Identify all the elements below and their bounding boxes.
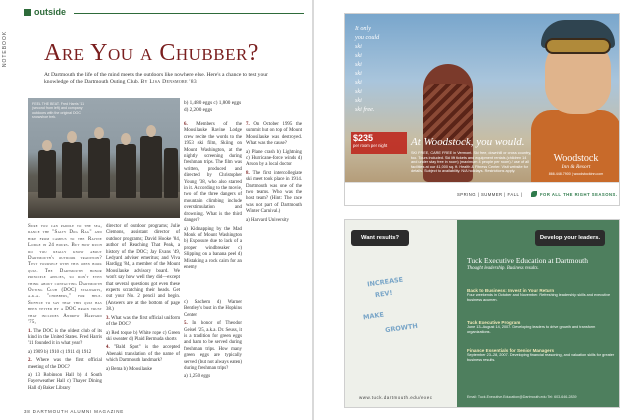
leaf-icon bbox=[531, 191, 537, 197]
program-item bbox=[467, 288, 617, 303]
question-8: The first intercollegiate ski meet took place in 1914. Dartmouth was one of the two teams. Who was the host team? (Hint: The race was not part of Dartmouth Winter Carnival.) bbox=[246, 170, 302, 215]
question-7-8-column: 7. On October 1995 the summit hut on top of Mount Moosilauke was destroyed. What was the cause? a) Plane crash b) Lightning c) Hurricane-force winds d) Arson by a local doctor 8. The first intercollegiate ski meet took place in 1914. Dartmouth was one of the two teams. Who was the host team? (Hint: The race was not part of Dartmouth Winter Carnival.) a) Harvard University bbox=[246, 122, 302, 223]
goggles-icon bbox=[545, 38, 611, 54]
page-footer: 38 DARTMOUTH ALUMNI MAGAZINE bbox=[24, 409, 125, 414]
tagline-line: ski bbox=[355, 88, 362, 95]
photo-figure bbox=[164, 148, 178, 198]
photo-figure-head bbox=[94, 127, 104, 139]
seasons-tagline bbox=[540, 192, 617, 197]
vertical-label: NOTEBOOK bbox=[2, 30, 9, 68]
photo-figure-head bbox=[42, 140, 52, 151]
section-rule bbox=[74, 13, 304, 14]
left-page bbox=[0, 0, 312, 420]
tagline-line: ski bbox=[355, 43, 362, 50]
right-page bbox=[314, 0, 628, 420]
article-headline: Are You a Chubber? bbox=[44, 40, 259, 66]
program-desc: September 23–28, 2007. Developing financial reasoning, and valuation skills for greater business results. bbox=[467, 353, 615, 362]
price-badge bbox=[351, 132, 407, 154]
tuck-title: Tuck Executive Education at Dartmouth bbox=[467, 256, 588, 265]
section-marker bbox=[24, 9, 31, 16]
scribble-text: MAKE bbox=[362, 310, 385, 322]
intro-column: Sure you can paddle to the sea, dance the "Salty Dog Rag" and hike from campus to the Ravine Lodge in 24 hours. But how much do you really know about Dartmouth's outdoor tradition? Test yourself with this open book quiz. The Dartmouth honor principle applies, so don't even think about contacting Dartmouth Outing Club (DOC) stalwarts, a.k.a. "chubbers," for help. Suffice to say that this quiz has been vetted by a DOC brain trust that includes Andrew Harvard '75, 1. The DOC is the oldest club of its kind in the United States. Fred Harris '11 founded it in what year? a) 1909 b) 1910 c) 1911 d) 1912 2. Where was the first official meeting of the DOC? a) 13 Robinson Hall b) 4 South Fayerweather Hall c) Thayer Dining Hall d) Baker Library bbox=[28, 224, 102, 391]
question-4-options: a) Bema b) Moosilauke bbox=[106, 366, 153, 372]
middle-column: director of outdoor programs; Julie Clemons, assistant director of outdoor programs; David Hooke '84, author of Reaching That Peak, a history of the DOC; Jay Evans '49, Ledyard adviser emeritus; and Viva Hardigg '84, a member of the Mount Moosilauke advisory board. We won't say how well they did—except that several questions got even these experts scratching their heads. Get out your No. 2 pencil and begin. (Answers are at the bottom of page 38.) 3. What was the first official uniform of the DOC? a) Red toque b) White rope c) Green ski sweater d) Plaid Bermuda shorts 4. "Bald Spot" is the accepted Abenaki translation of the name of which Dartmouth landmark? a) Bema b) Moosilauke bbox=[106, 224, 180, 372]
question-7: On October 1995 the summit hut on top of Mount Moosilauke was destroyed. What was the cause? bbox=[246, 122, 302, 147]
question-3: What was the first official uniform of the DOC? bbox=[106, 315, 180, 328]
ad-headline: At Woodstock, you would. bbox=[411, 136, 525, 148]
tagline-line: ski bbox=[355, 79, 362, 86]
photo-figure-head bbox=[121, 133, 131, 145]
brand-name: Woodstock bbox=[553, 153, 599, 164]
question-2: Where was the first official meeting of the DOC? bbox=[28, 358, 102, 370]
photo-figure-head bbox=[146, 125, 156, 137]
speech-bubble-right: Develop your leaders. bbox=[535, 230, 605, 246]
whiteboard-panel bbox=[345, 220, 457, 408]
question-6-column: 6. Members of the Moosilauke Ravine Lodge crew recite the words to the 1953 ski film, Skiing on Mount Washington, at the nightly screening during freshman trips. The film was written, produced and directed by Christopher Young '38, who also starred in it. According to the movie, two of the three dangers of mountain climbing include overstimulation and drowning. What is the third danger? a) Kidnapping by the Mad Monk of Mount Washington b) Exposure due to lack of a proper windbreaker c) Slipping on a banana peel d) Mistaking a rock cairn for an enemy bbox=[184, 122, 242, 270]
tagline-line: It only bbox=[355, 25, 371, 32]
tuck-ad[interactable] bbox=[344, 219, 620, 408]
speech-bubble-left: Want results? bbox=[351, 230, 409, 246]
program-title: Finance Essentials for Senior Managers bbox=[467, 348, 555, 353]
program-title: Back to Business: Invest in Your Return bbox=[467, 288, 555, 293]
question-1: The DOC is the oldest club of its kind in the United States. Fred Harris '11 founded it in what year? bbox=[28, 328, 102, 347]
seasons-tagline-text: FOR ALL THE RIGHT SEASONS. bbox=[540, 192, 618, 197]
question-1-options: a) 1909 b) 1910 c) 1911 d) 1912 bbox=[28, 349, 92, 355]
tagline-line: ski bbox=[355, 97, 362, 104]
photo-figure bbox=[62, 142, 82, 198]
program-desc: June 13–August 14, 2007. Developing leaders to drive growth and transform organizations. bbox=[467, 325, 596, 334]
answer-options-column: b) 1,480 eggs c) 1,800 eggs d) 2,200 eggs bbox=[184, 100, 242, 113]
question-2-options: a) 13 Robinson Hall b) 4 South Fayerweather Hall c) Thayer Dining Hall d) Baker Library bbox=[28, 372, 102, 391]
ski-tagline-stack bbox=[355, 24, 379, 114]
seasons-list: SPRING | SUMMER | FALL | bbox=[457, 192, 523, 197]
question-4-options-cont: c) Sachem d) Warner Bentley's bust in the Hopkins Center bbox=[184, 300, 242, 318]
program-desc: Four weekends in October and November. Refreshing leadership skills and executive business acumen. bbox=[467, 293, 611, 302]
tagline-line: ski free. bbox=[355, 106, 375, 113]
vertical-section-tab bbox=[2, 6, 17, 126]
photo-figure bbox=[116, 144, 136, 198]
question-6-options: a) Kidnapping by the Mad Monk of Mount Washington b) Exposure due to lack of a proper windbreaker c) Slipping on a banana peel d) Mistaking a rock cairn for an enemy bbox=[184, 226, 242, 270]
tuck-contact: Email: Tuck.Executive.Education@Dartmouth.edu Tel: 603-646-2839 bbox=[467, 395, 577, 399]
tuck-info-panel bbox=[457, 220, 620, 408]
question-4: "Bald Spot" is the accepted Abenaki translation of the name of which Dartmouth landmark? bbox=[106, 345, 180, 364]
ad-body-copy: SKI FREE, CARE FREE in Vermont. Ski free, downhill or cross country, too. Tours included. Ski lift tickets and equipment rentals (children 14 and under stay free in room) (maximum 4 people per room) / use of all facilities at our 41,000 sq. ft. Health & Fitness Center. Visit website for details. Subject to availability. N/A holidays. Restrictions apply. bbox=[411, 151, 531, 174]
scribble-text: GROWTH bbox=[384, 321, 419, 335]
photo-figure-head bbox=[67, 131, 77, 143]
intro-text: Sure you can paddle to the sea, dance the "Salty Dog Rag" and hike from campus to the Ravine Lodge in 24 hours. But how much do you really know about Dartmouth's outdoor tradition? Test yourself with this open book quiz. The Dartmouth honor principle applies, so don't even think about contacting Dartmouth Outing Club (DOC) stalwarts, a.k.a. "chubbers," for help. Suffice to say that this quiz has been vetted by a DOC brain trust that includes Andrew Harvard '75, bbox=[28, 224, 102, 326]
program-title: Tuck Executive Program bbox=[467, 320, 521, 325]
skier-jacket-pattern bbox=[423, 84, 473, 144]
price-value: $235 bbox=[353, 133, 374, 143]
brand-contact: 866.448.7900 | woodstockinn.com bbox=[548, 172, 604, 176]
tuck-subtitle: Thought leadership. Business results. bbox=[467, 266, 539, 271]
photo-caption: FEEL THE BEAT. Fred Harris '11 (second from left) and company outdoors with the original DOC snowshoe trek. bbox=[32, 102, 85, 120]
photo-figure bbox=[38, 150, 56, 198]
historic-photo bbox=[28, 98, 180, 218]
question-5: In honor of Theodor Geisel '25, a.k.a. Dr. Seuss, it is a tradition for green eggs and ham to be served during freshman trips. How many green eggs are typically served (but not always eaten) during freshman trips? bbox=[184, 321, 242, 372]
question-3-options: a) Red toque b) White rope c) Green ski sweater d) Plaid Bermuda shorts bbox=[106, 330, 180, 342]
article-deck bbox=[44, 72, 288, 86]
photo-figure bbox=[88, 138, 110, 198]
price-note: per room per night bbox=[353, 143, 388, 148]
section-label: outside bbox=[34, 7, 67, 17]
middle-text: director of outdoor programs; Julie Clemons, assistant director of outdoor programs; David Hooke '84, author of Reaching That Peak, a history of the DOC; Jay Evans '49, Ledyard adviser emeritus; and Viva Hardigg '84, a member of the Mount Moosilauke advisory board. We won't say how well they did—except that several questions got even these experts scratching their heads. Get out your No. 2 pencil and begin. (Answers are at the bottom of page 38.) bbox=[106, 224, 180, 313]
question-5-options: a) 1,250 eggs bbox=[184, 374, 211, 380]
question-5-column: c) Sachem d) Warner Bentley's bust in the Hopkins Center 5. In honor of Theodor Geisel '25, a.k.a. Dr. Seuss, it is a tradition for green eggs and ham to be served during freshman trips. How many green eggs are typically served (but not always eaten) during freshman trips? a) 1,250 eggs bbox=[184, 300, 242, 380]
deck-text: At Dartmouth the life of the mind meets the outdoors like nowhere else. Here's a chance to test your knowledge of the Dartmouth Outing Club. bbox=[44, 72, 268, 86]
seasons-strip bbox=[345, 182, 620, 206]
photo-figure bbox=[140, 136, 162, 198]
tagline-line: ski bbox=[355, 61, 362, 68]
tagline-line: ski bbox=[355, 52, 362, 59]
byline: By Lisa Densmore '83 bbox=[140, 79, 197, 86]
scribble-text: INCREASE bbox=[366, 275, 404, 289]
woodstock-ad[interactable] bbox=[344, 13, 620, 206]
question-6: Members of the Moosilauke Ravine Lodge crew recite the words to the 1953 ski film, Skiing on Mount Washington, at the nightly screening during freshman trips. The film was written, produced and directed by Christopher Young '38, who also starred in it. According to the movie, two of the three dangers of mountain climbing include overstimulation and drowning. What is the third danger? bbox=[184, 122, 242, 224]
section-header bbox=[24, 8, 304, 18]
question-8-options: a) Harvard University bbox=[246, 217, 289, 223]
scribble-text: REV! bbox=[374, 288, 393, 300]
program-item bbox=[467, 320, 617, 335]
tagline-line: ski bbox=[355, 70, 362, 77]
woodstock-logo[interactable] bbox=[535, 154, 617, 176]
tuck-url[interactable]: www.tuck.dartmouth.edu/exec bbox=[359, 395, 433, 400]
tuck-heading bbox=[467, 256, 617, 271]
brand-sub: Inn & Resort bbox=[561, 164, 591, 170]
seasons-text bbox=[457, 192, 522, 197]
tagline-line: you could bbox=[355, 34, 380, 41]
program-item bbox=[467, 348, 617, 363]
question-7-options: a) Plane crash b) Lightning c) Hurricane-force winds d) Arson by a local doctor bbox=[246, 149, 302, 168]
